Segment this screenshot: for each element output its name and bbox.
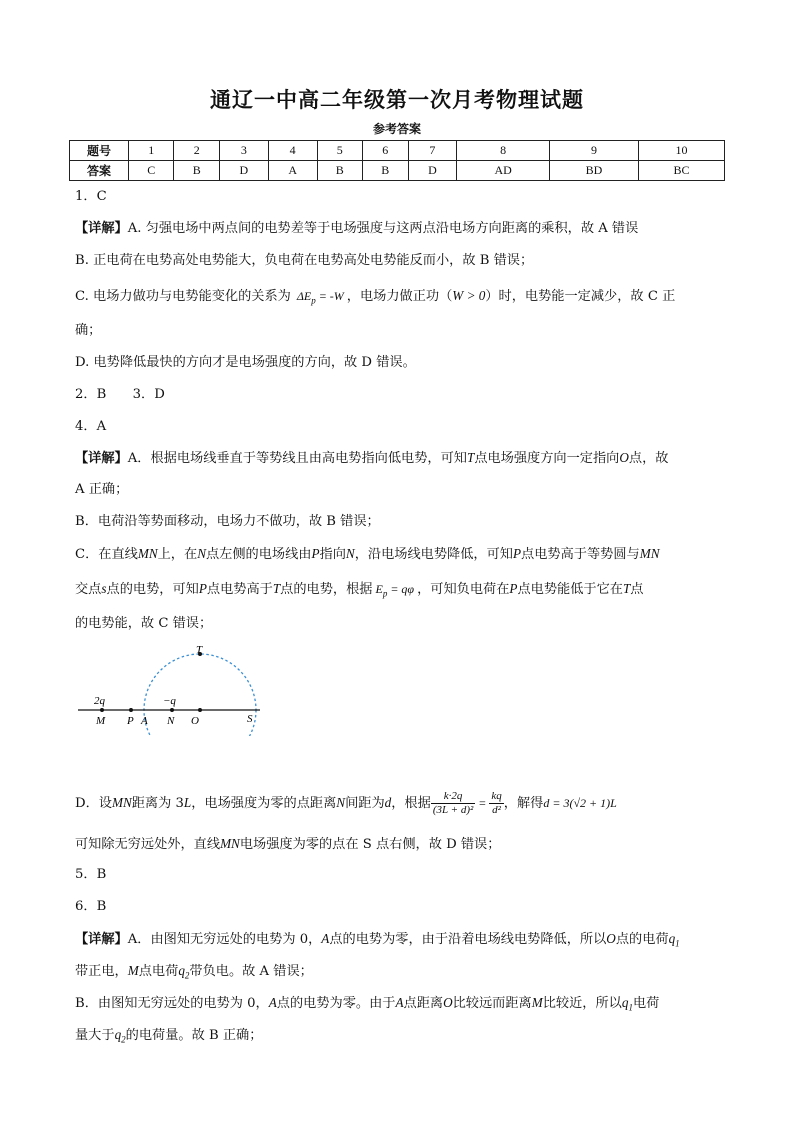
q4-text: 间距为	[345, 796, 385, 811]
q4-line-a	[75, 449, 668, 468]
label-charge-neg-q: −q	[163, 695, 176, 707]
eq-main: E	[375, 582, 383, 596]
point-label-n: N	[197, 546, 206, 561]
q4-line-d	[75, 783, 617, 823]
question-number: 10	[639, 141, 725, 161]
q4-text: 指向	[319, 547, 346, 562]
question-number: 3	[219, 141, 268, 161]
label-t: T	[196, 644, 203, 656]
q4-text: 点电势高于等势圆与	[521, 547, 640, 562]
eq-sub: p	[382, 588, 388, 599]
point-o	[198, 708, 202, 712]
q6-text: 的电荷量。故 B 正确；	[125, 1028, 263, 1043]
q4-text: 电场强度为零的点在 S 点右侧，故 D 错误；	[239, 837, 501, 852]
answer-table	[69, 140, 725, 181]
answer-table-answer-row	[70, 161, 725, 181]
question-number: 8	[457, 141, 550, 161]
point-label-t: T	[622, 581, 631, 596]
label-p: P	[127, 715, 134, 727]
line-label-mn: MN	[220, 836, 240, 851]
equals-sign: =	[475, 796, 490, 810]
point-label-p: P	[509, 581, 518, 596]
q1-text-c2: ，电场力做正功（	[346, 289, 453, 304]
q1-w-condition: W > 0	[452, 288, 486, 303]
detail-tag: 【详解】	[75, 221, 128, 236]
point-label-m: M	[127, 963, 139, 978]
answer-cell: C	[129, 161, 174, 181]
question-number: 6	[363, 141, 408, 161]
point-label-s: s	[101, 581, 107, 596]
point-label-o: O	[606, 931, 616, 946]
q6-line-b	[75, 994, 659, 1017]
q2-q3-answers: 2．B 3．D	[75, 387, 165, 402]
q6-line-a	[75, 930, 680, 953]
q4-text-b: B．电荷沿等势面移动，电场力不做功，故 B 错误；	[75, 514, 380, 529]
solution-equation: d = 3(√2 + 1)L	[543, 796, 617, 810]
point-label-p: P	[198, 581, 207, 596]
q1-text-c3: ）时，电势能一定减少，故 C 正	[485, 289, 676, 304]
q4-text: 点的电势，根据	[280, 582, 373, 597]
answer-cell: A	[268, 161, 317, 181]
q4-text-c14: 的电势能，故 C 错误；	[75, 616, 213, 631]
answer-cell: BC	[639, 161, 725, 181]
point-label-a: A	[321, 931, 330, 946]
q4-text: ，解得	[503, 796, 544, 811]
label-m: M	[96, 715, 106, 727]
answer-table-number-row	[70, 141, 725, 161]
point-label-t: T	[466, 450, 475, 465]
q4-text: ，沿电场线电势降低，可知	[354, 547, 513, 562]
charge-label-q: q	[178, 963, 185, 978]
fraction-field-q	[489, 790, 503, 817]
q4-text: 可知除无穷远处外，直线	[75, 837, 221, 852]
line-label-mn: MN	[639, 546, 660, 561]
answer-cell: D	[408, 161, 457, 181]
q4-text: 点的电势，可知	[106, 582, 199, 597]
point-label-n: N	[345, 546, 355, 561]
q4-text: 距离为 3	[131, 796, 184, 811]
q1-eq-rest: = -W	[315, 289, 344, 303]
q1-line-c	[75, 287, 675, 309]
q4-text-a1: A．根据电场线垂直于等势线且由高电势指向低电势，可知	[127, 451, 467, 466]
question-number: 4	[268, 141, 317, 161]
q6-text: 点电荷	[138, 964, 179, 979]
q6-line-b-cont	[75, 1026, 262, 1049]
question-number: 1	[129, 141, 174, 161]
page-title: 通辽一中高二年级第一次月考物理试题	[210, 87, 584, 112]
q6-text: 点距离	[403, 996, 444, 1011]
q6-text: 比较远而距离	[452, 996, 532, 1011]
question-number: 2	[174, 141, 219, 161]
label-s: S	[247, 713, 253, 725]
q4-text: 上，在	[157, 547, 198, 562]
fraction-numerator: k·2q	[431, 790, 475, 804]
q4-heading: 4．A	[75, 419, 107, 434]
q4-line-c	[75, 545, 660, 564]
question-number: 5	[317, 141, 362, 161]
q4-text: 点电势能低于它在	[517, 582, 623, 597]
label-charge-2q: 2q	[94, 695, 105, 707]
charge-subscript: 2	[184, 970, 190, 981]
line-label-mn: MN	[137, 546, 158, 561]
q1-line-a	[75, 220, 638, 238]
q4-text: ，根据	[391, 796, 431, 811]
q6-text: 量大于	[75, 1028, 115, 1043]
eq-rest: = qφ	[387, 582, 415, 596]
fraction-denominator: d²	[492, 804, 501, 816]
answer-key-subtitle: 参考答案	[372, 122, 421, 136]
label-n: N	[167, 715, 175, 727]
q4-text: 点左侧的电场线由	[205, 547, 312, 562]
q4-text-a2: 点电场强度方向一定指向	[474, 451, 620, 466]
fraction-numerator: kq	[491, 790, 502, 802]
charge-subscript: 1	[675, 938, 680, 949]
answer-table-header-label: 题号	[70, 141, 129, 161]
answer-cell: B	[363, 161, 408, 181]
equipotential-circle	[144, 654, 256, 736]
q1-text-c4: 确；	[75, 323, 102, 338]
q4-text: C．在直线	[75, 547, 138, 562]
q4-text: 点	[630, 582, 644, 597]
q6-text: A．由图知无穷远处的电势为 0，	[127, 932, 322, 947]
q4-text: ，可知负电荷在	[417, 582, 510, 597]
q4-text: D．设	[75, 796, 112, 811]
q1-text-c1: C. 电场力做功与电势能变化的关系为	[75, 289, 291, 304]
charge-label-q: q	[668, 931, 676, 946]
answer-table-answer-label: 答案	[70, 161, 129, 181]
question-number: 7	[408, 141, 457, 161]
q6-line-a-cont	[75, 962, 313, 985]
point-label-n: N	[336, 795, 346, 810]
fraction-field-2q	[431, 790, 475, 817]
length-label-l: L	[183, 795, 192, 810]
q5-answer: 5．B	[75, 867, 107, 882]
q1-eq-sub: p	[311, 295, 316, 306]
q6-text: 比较近，所以	[542, 996, 622, 1011]
line-label-mn: MN	[111, 795, 132, 810]
charge-subscript: 1	[628, 1002, 633, 1013]
q6-text: 带正电，	[75, 964, 128, 979]
point-m	[100, 708, 104, 712]
q1-text-a: A. 匀强电场中两点间的电势差等于电场强度与这两点沿电场方向距离的乘积，故 A 错误	[127, 221, 639, 236]
answer-cell: AD	[457, 161, 550, 181]
q6-text: 点的电荷	[615, 932, 669, 947]
q1-text-b: B. 正电荷在电势高处电势能大，负电荷在电势高处电势能反而小，故 B 错误；	[75, 253, 534, 268]
answer-cell: BD	[549, 161, 638, 181]
detail-tag: 【详解】	[75, 451, 128, 466]
q4-line-e	[75, 835, 500, 854]
q1-eq-main: ΔE	[296, 289, 312, 303]
label-a: A	[141, 715, 148, 727]
q1-heading: 1．C	[75, 189, 107, 204]
q6-text: 点的电势为零。由于	[276, 996, 396, 1011]
q4-text: 点电势高于	[206, 582, 273, 597]
question-number: 9	[549, 141, 638, 161]
q4-potential-energy-equation	[372, 582, 417, 599]
q4-text: 交点	[75, 582, 102, 597]
distance-label-d: d	[384, 795, 392, 810]
point-n	[170, 708, 174, 712]
q4-text-a4: A 正确；	[75, 482, 129, 497]
detail-tag: 【详解】	[75, 932, 128, 947]
q6-text: 点的电势为零，由于沿着电场线电势降低，所以	[329, 932, 607, 947]
point-label-m: M	[531, 995, 543, 1010]
point-label-p: P	[512, 546, 522, 561]
q1-text-d: D. 电势降低最快的方向才是电场强度的方向，故 D 错误。	[75, 355, 416, 370]
fraction-denominator: (3L + d)²	[432, 804, 474, 816]
charge-label-q: q	[114, 1027, 122, 1042]
point-label-o: O	[443, 995, 453, 1010]
point-label-p: P	[311, 546, 320, 561]
point-label-a: A	[395, 995, 404, 1010]
charge-field-diagram	[76, 642, 276, 736]
q4-text-a3: 点，故	[628, 451, 669, 466]
q4-text: ，电场强度为零的点距离	[191, 796, 337, 811]
q1-equation	[291, 289, 347, 306]
answer-cell: B	[174, 161, 219, 181]
answer-cell: D	[219, 161, 268, 181]
point-p	[129, 708, 133, 712]
charge-label-q: q	[621, 995, 629, 1010]
q4-line-c-cont	[75, 580, 643, 602]
point-label-a: A	[268, 995, 277, 1010]
label-o: O	[191, 715, 199, 727]
point-label-o: O	[619, 450, 629, 465]
q6-text: B．由图知无穷远处的电势为 0，	[75, 996, 269, 1011]
q6-text: 电荷	[632, 996, 660, 1011]
q6-text: 带负电。故 A 错误；	[189, 964, 313, 979]
q6-heading: 6．B	[75, 899, 107, 914]
answer-cell: B	[317, 161, 362, 181]
point-label-t: T	[272, 581, 281, 596]
charge-subscript: 2	[121, 1034, 126, 1045]
